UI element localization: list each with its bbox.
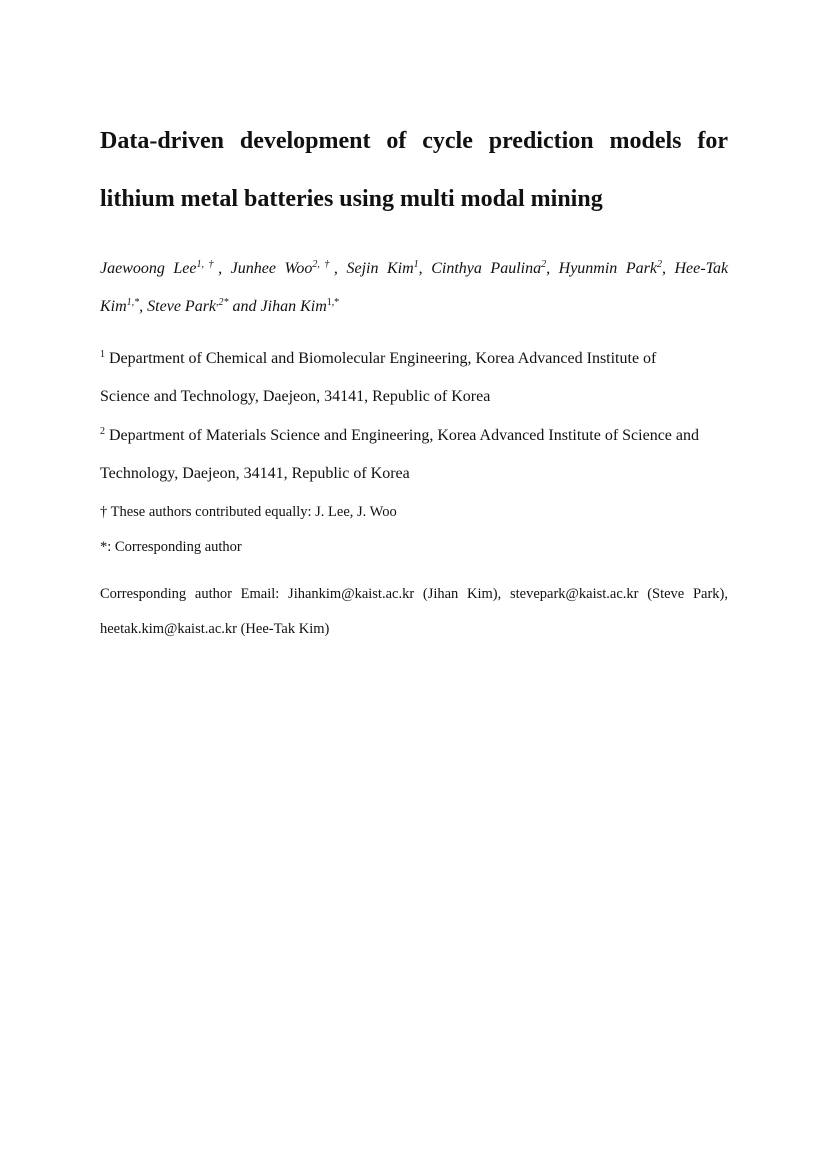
author-name: Jaewoong Lee [100,260,197,277]
author-name: Cinthya Paulina [431,260,542,277]
email-line-1: Corresponding author Email: Jihankim@kaist.ac.kr (Jihan Kim), stevepark@kaist.ac.kr (Steve Park), [100,586,728,602]
author-affiliation-mark: 1,* [326,297,340,308]
author-separator: , [418,260,432,277]
affiliation-1 [100,340,728,416]
author-affiliation-mark: 2 [541,259,547,270]
affiliation-mark: 1 [100,349,105,360]
author-name: Jihan Kim [260,298,327,315]
corresponding-email [100,577,728,647]
author-name: Hyunmin Park [558,260,657,277]
author-name-part: Kim [100,298,127,315]
author-name: Sejin Kim [346,260,414,277]
email-line-2: heetak.kim@kaist.ac.kr (Hee-Tak Kim) [100,621,330,637]
author-affiliation-mark: ,2* [216,297,229,308]
author-name: Junhee Woo [230,260,313,277]
author-list [100,250,728,326]
author-name: Steve Park [147,298,217,315]
author-line-1 [100,250,728,288]
author-affiliation-mark: 2,† [312,259,334,270]
author-separator: , [333,260,347,277]
affiliation-text-line-1: Department of Materials Science and Engineering, Korea Advanced Institute of Science and [109,427,699,444]
affiliation-text-line-1: Department of Chemical and Biomolecular Engineering, Korea Advanced Institute of [109,350,657,367]
affiliation-mark: 2 [100,426,105,437]
author-line-2 [100,288,728,326]
front-matter [100,112,728,647]
author-separator: and [228,298,261,315]
author-affiliation-mark: 1 [413,259,419,270]
author-affiliation-mark: 1,† [196,259,219,270]
author-separator: , [546,260,559,277]
author-name-part: Hee-Tak [674,260,729,277]
paper-title [100,112,728,228]
author-separator: , [218,260,231,277]
equal-contribution-note: † These authors contributed equally: J. Lee, J. Woo [100,504,397,520]
author-separator: , [661,260,675,277]
author-separator: , [139,298,148,315]
title-line-2: lithium metal batteries using multi modal mining [100,186,603,212]
author-affiliation-mark: 1,* [126,297,140,308]
affiliation-text-line-2: Technology, Daejeon, 34141, Republic of Korea [100,465,410,482]
title-line-1: Data-driven development of cycle prediction models for [100,128,728,154]
affiliation-2 [100,417,728,493]
corresponding-author-note: *: Corresponding author [100,539,242,555]
affiliation-text-line-2: Science and Technology, Daejeon, 34141, Republic of Korea [100,388,491,405]
author-affiliation-mark: 2 [656,259,662,270]
